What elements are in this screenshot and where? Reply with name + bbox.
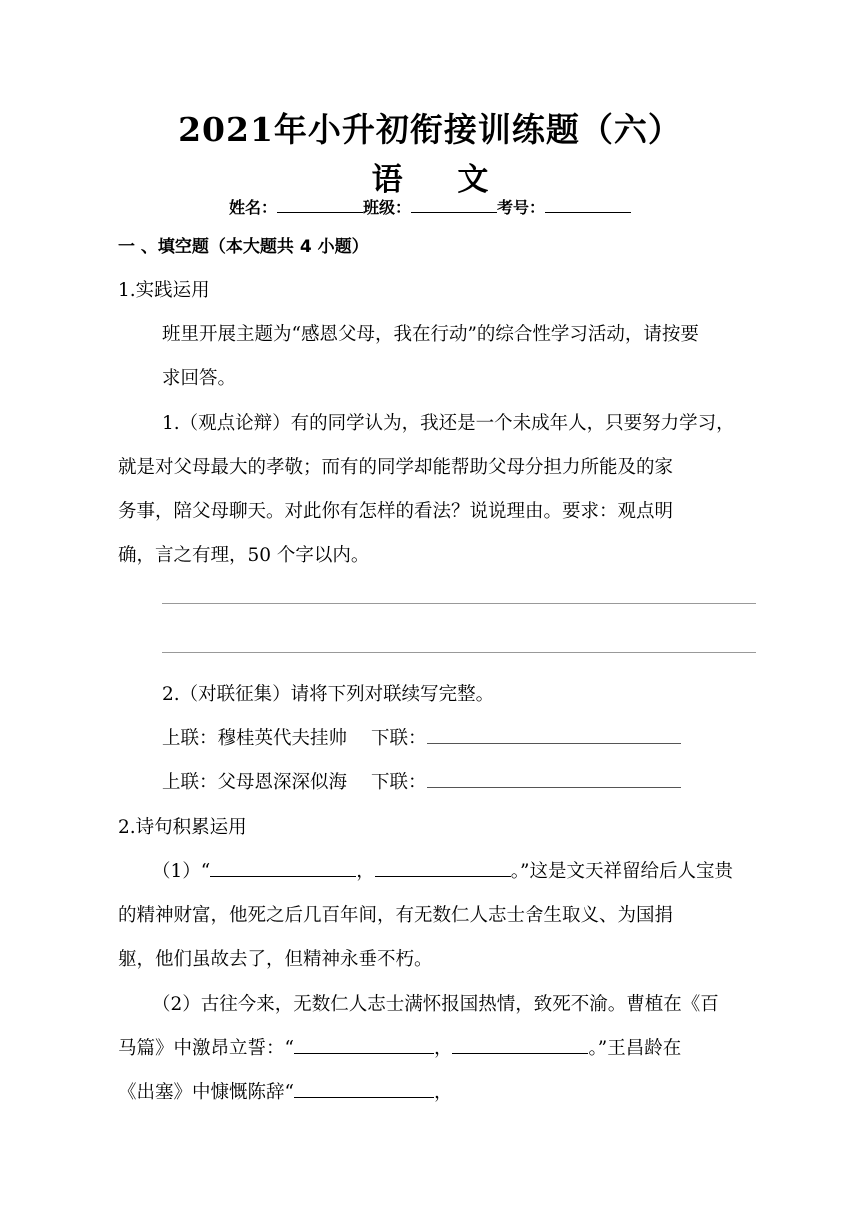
poem-item-1-line: 躯，他们虽故去了，但精神永垂不朽。 bbox=[118, 949, 433, 970]
question-1-intro-line: 求回答。 bbox=[162, 368, 237, 389]
poem-blank[interactable] bbox=[210, 860, 356, 877]
exam-no-blank[interactable] bbox=[545, 198, 631, 213]
class-label: 班级： bbox=[362, 198, 411, 217]
couplet-upper: 上联：穆桂英代夫挂帅 bbox=[162, 728, 348, 749]
comma: ， bbox=[356, 861, 375, 882]
quote-close-text: 。”王昌龄在 bbox=[588, 1038, 682, 1059]
couplet-row-2 bbox=[162, 768, 681, 794]
answer-line[interactable] bbox=[162, 603, 756, 604]
quote-open: 《出塞》中慷慨陈辞“ bbox=[118, 1082, 294, 1103]
poem-item-2-line bbox=[118, 1034, 681, 1060]
quote-open: （1）“ bbox=[152, 861, 211, 882]
couplet-row-1 bbox=[162, 724, 681, 750]
sub-question-1-line: 确，言之有理，50 个字以内。 bbox=[118, 545, 370, 566]
subject-title: 语 文 bbox=[371, 162, 511, 198]
poem-blank[interactable] bbox=[294, 1081, 434, 1098]
name-blank[interactable] bbox=[277, 198, 363, 213]
question-1-title: 1.实践运用 bbox=[118, 280, 210, 301]
sub-question-1-line: 1.（观点论辩）有的同学认为，我还是一个未成年人，只要努力学习， bbox=[162, 413, 735, 434]
poem-item-2-line: （2）古往今来，无数仁人志士满怀报国热情，致死不渝。曹植在《百 bbox=[152, 994, 719, 1015]
student-info-line bbox=[0, 195, 860, 218]
class-blank[interactable] bbox=[411, 198, 497, 213]
comma: ， bbox=[433, 1082, 453, 1103]
couplet-lower-blank[interactable] bbox=[427, 771, 681, 788]
couplet-lower-blank[interactable] bbox=[427, 727, 681, 744]
poem-item-2-line bbox=[118, 1078, 452, 1104]
poem-item-1-line bbox=[152, 857, 733, 883]
quote-close-text: 。”这是文天祥留给后人宝贵 bbox=[510, 861, 733, 882]
exam-no-label: 考号： bbox=[497, 198, 546, 217]
poem-blank[interactable] bbox=[294, 1037, 434, 1054]
comma: ， bbox=[433, 1038, 453, 1059]
name-label: 姓名： bbox=[228, 198, 277, 217]
poem-item-1-line: 的精神财富，他死之后几百年间，有无数仁人志士舍生取义、为国捐 bbox=[118, 905, 674, 926]
question-1-intro-line: 班里开展主题为“感恩父母，我在行动”的综合性学习活动，请按要 bbox=[162, 324, 699, 345]
answer-line[interactable] bbox=[162, 652, 756, 653]
section-heading: 一 、填空题（本大题共 4 小题） bbox=[118, 237, 369, 257]
couplet-lower-label: 下联： bbox=[371, 728, 427, 749]
sub-question-2-title: 2.（对联征集）请将下列对联续写完整。 bbox=[162, 684, 495, 705]
sub-question-1-line: 务事，陪父母聊天。对此你有怎样的看法？说说理由。要求：观点明 bbox=[118, 501, 674, 522]
poem-blank[interactable] bbox=[375, 860, 511, 877]
question-2-title: 2.诗句积累运用 bbox=[118, 817, 247, 838]
couplet-lower-label: 下联： bbox=[371, 772, 427, 793]
couplet-upper: 上联：父母恩深深似海 bbox=[162, 772, 348, 793]
exam-title: 2021年小升初衔接训练题（六） bbox=[178, 110, 682, 149]
quote-open: 马篇》中激昂立誓：“ bbox=[118, 1038, 294, 1059]
poem-blank[interactable] bbox=[452, 1037, 588, 1054]
sub-question-1-line: 就是对父母最大的孝敬；而有的同学却能帮助父母分担力所能及的家 bbox=[118, 457, 674, 478]
